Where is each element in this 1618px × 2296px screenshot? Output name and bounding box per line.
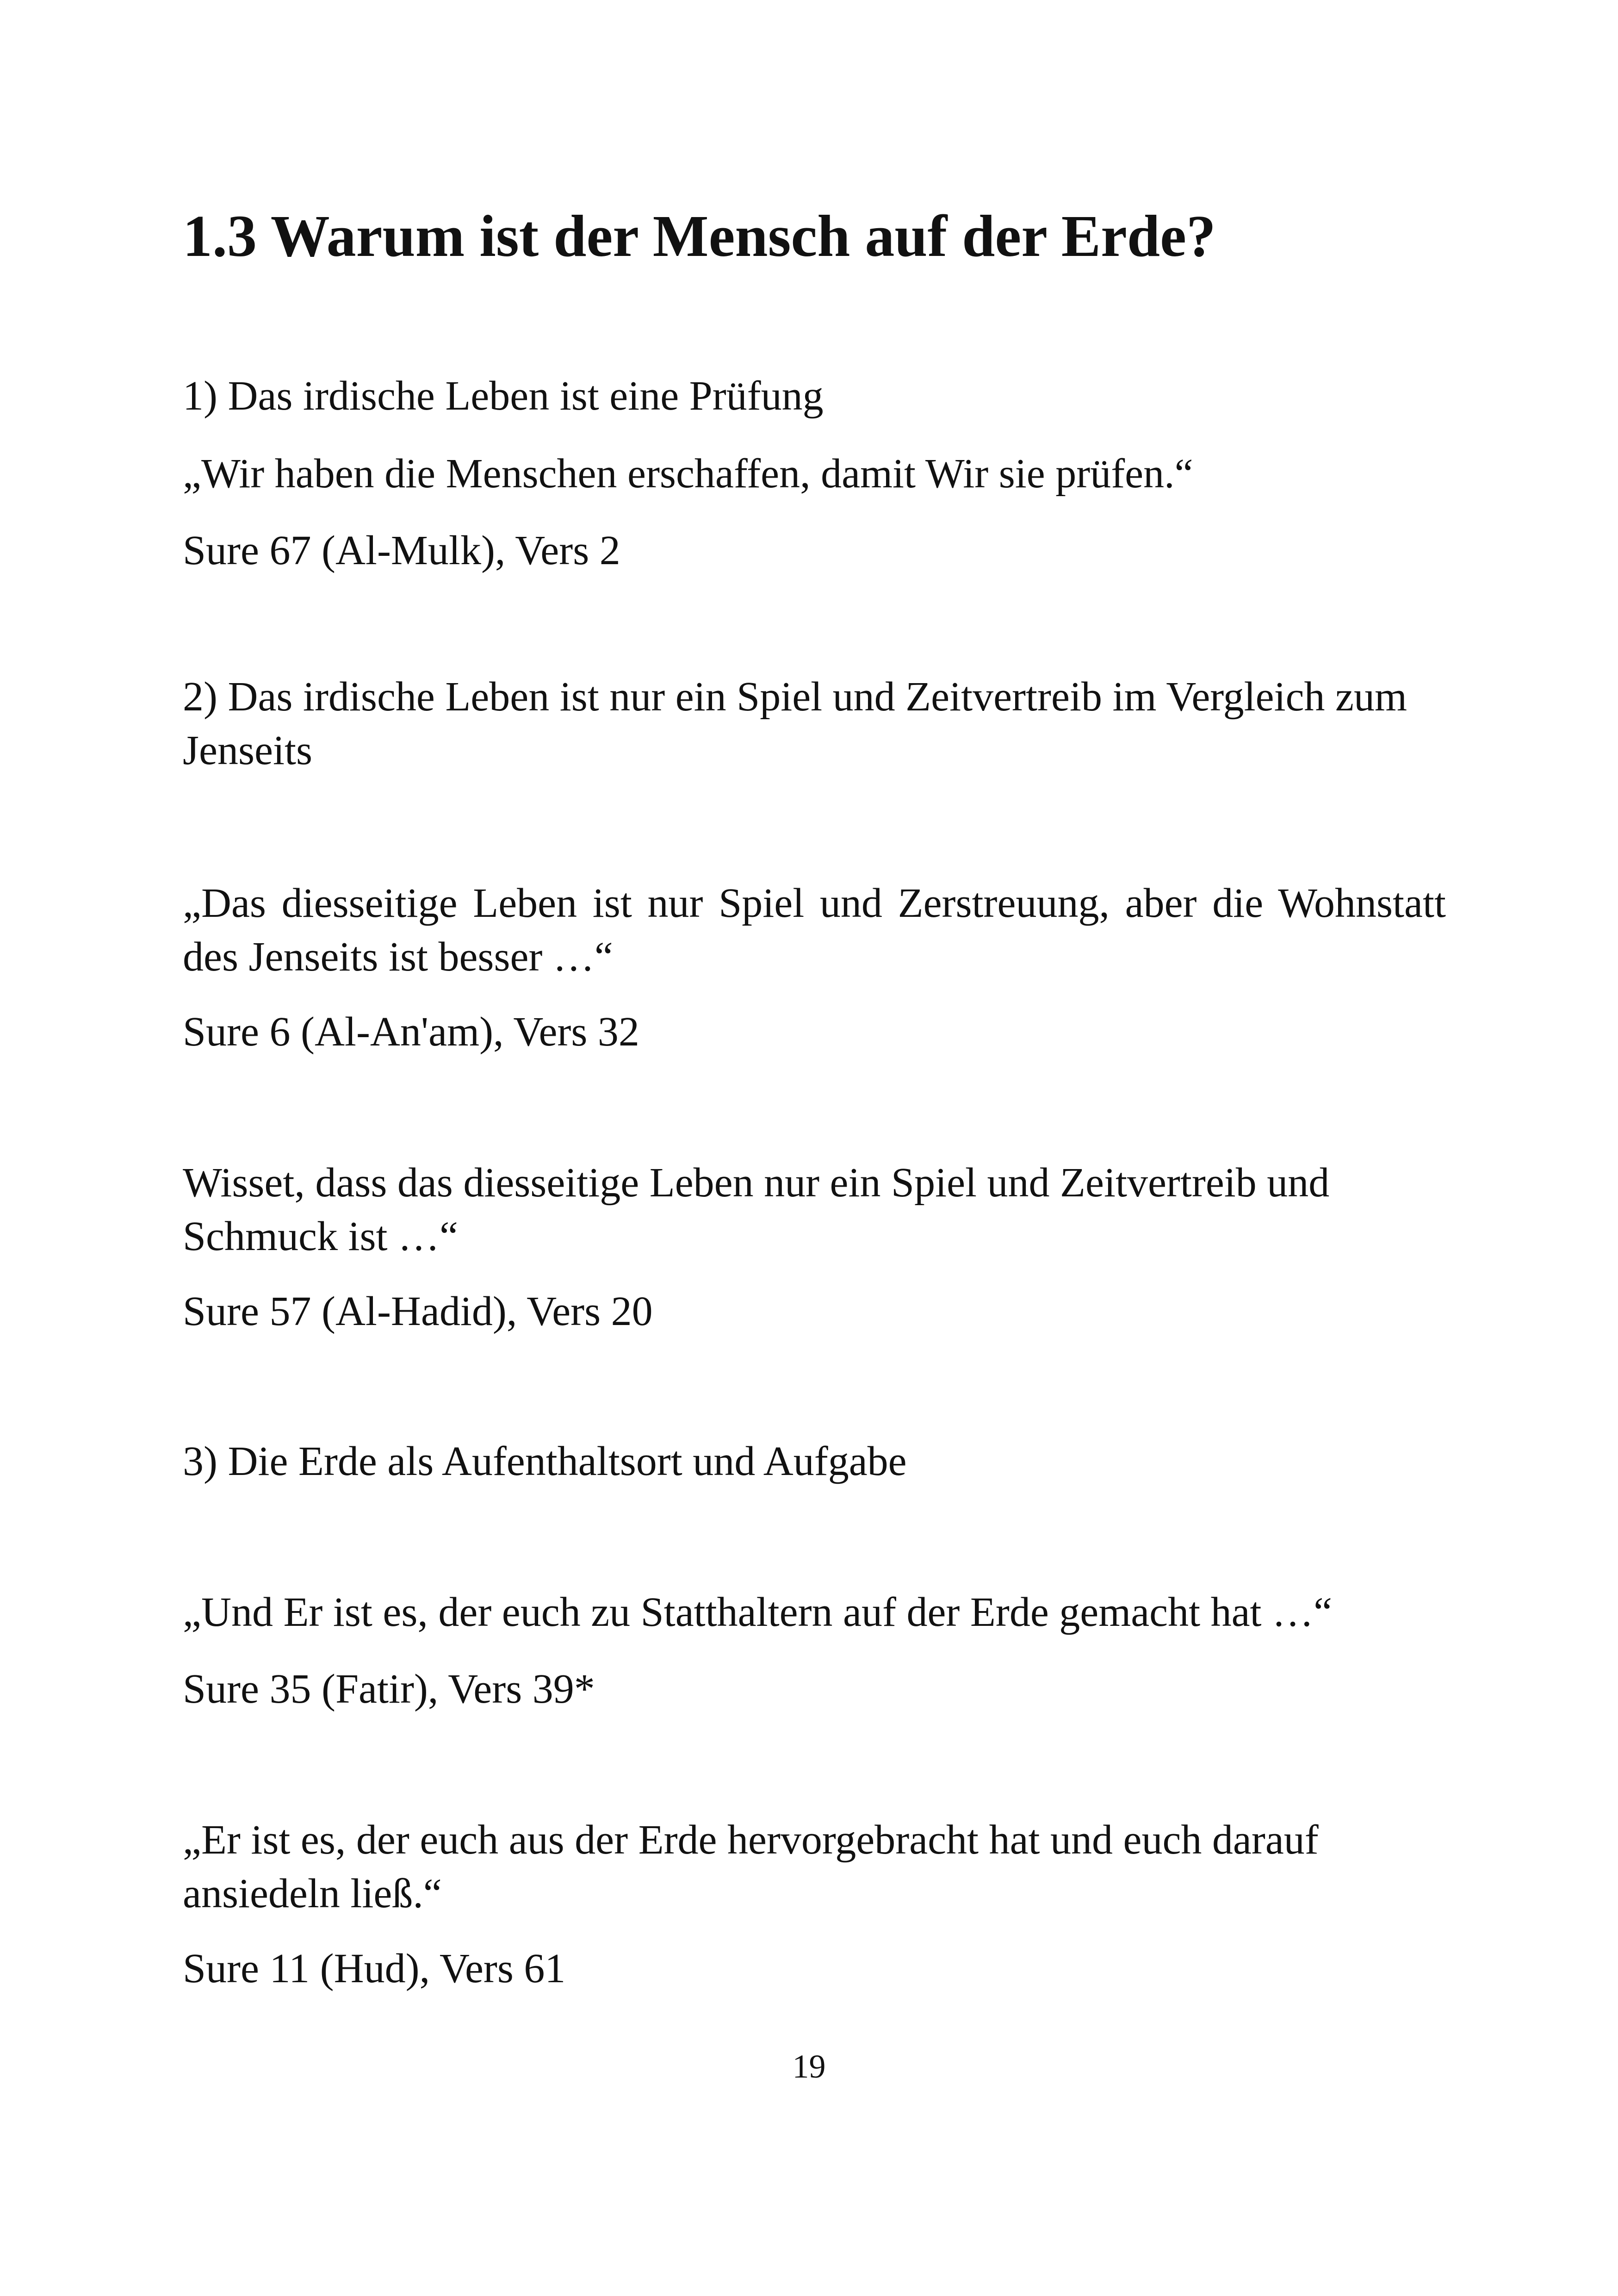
section-3-source-2: Sure 11 (Hud), Vers 61: [183, 1946, 566, 1991]
section-2-source-2: Sure 57 (Al-Hadid), Vers 20: [183, 1288, 653, 1334]
section-3-title: 3) Die Erde als Aufenthaltsort und Aufgabe: [183, 1438, 907, 1484]
section-2-quote-2: Wisset, dass das diesseitige Leben nur ein Spiel und Zeitvertreib und Schmuck ist …“: [183, 1160, 1330, 1259]
section-heading: 1.3 Warum ist der Mensch auf der Erde?: [183, 203, 1216, 269]
section-1-title: 1) Das irdische Leben ist eine Prüfung: [183, 373, 824, 419]
page-number: 19: [792, 2048, 826, 2085]
section-1-quote: „Wir haben die Menschen erschaffen, damit Wir sie prüfen.“: [183, 451, 1193, 497]
section-3-quote-1: „Und Er ist es, der euch zu Statthaltern auf der Erde gemacht hat …“: [183, 1589, 1333, 1635]
section-3-source-1: Sure 35 (Fatir), Vers 39*: [183, 1666, 595, 1712]
section-1-source: Sure 67 (Al-Mulk), Vers 2: [183, 528, 620, 573]
section-2-source-1: Sure 6 (Al-An'am), Vers 32: [183, 1009, 639, 1055]
section-2-title: 2) Das irdische Leben ist nur ein Spiel und Zeitvertreib im Vergleich zum Jenseits: [183, 674, 1407, 773]
section-3-quote-2: „Er ist es, der euch aus der Erde hervorgebracht hat und euch darauf ansiedeln ließ.“: [183, 1817, 1319, 1916]
section-2-quote-1: „Das diesseitige Leben ist nur Spiel und Zerstreuung, aber die Wohnstatt des Jenseits ist besser …“: [183, 880, 1446, 980]
